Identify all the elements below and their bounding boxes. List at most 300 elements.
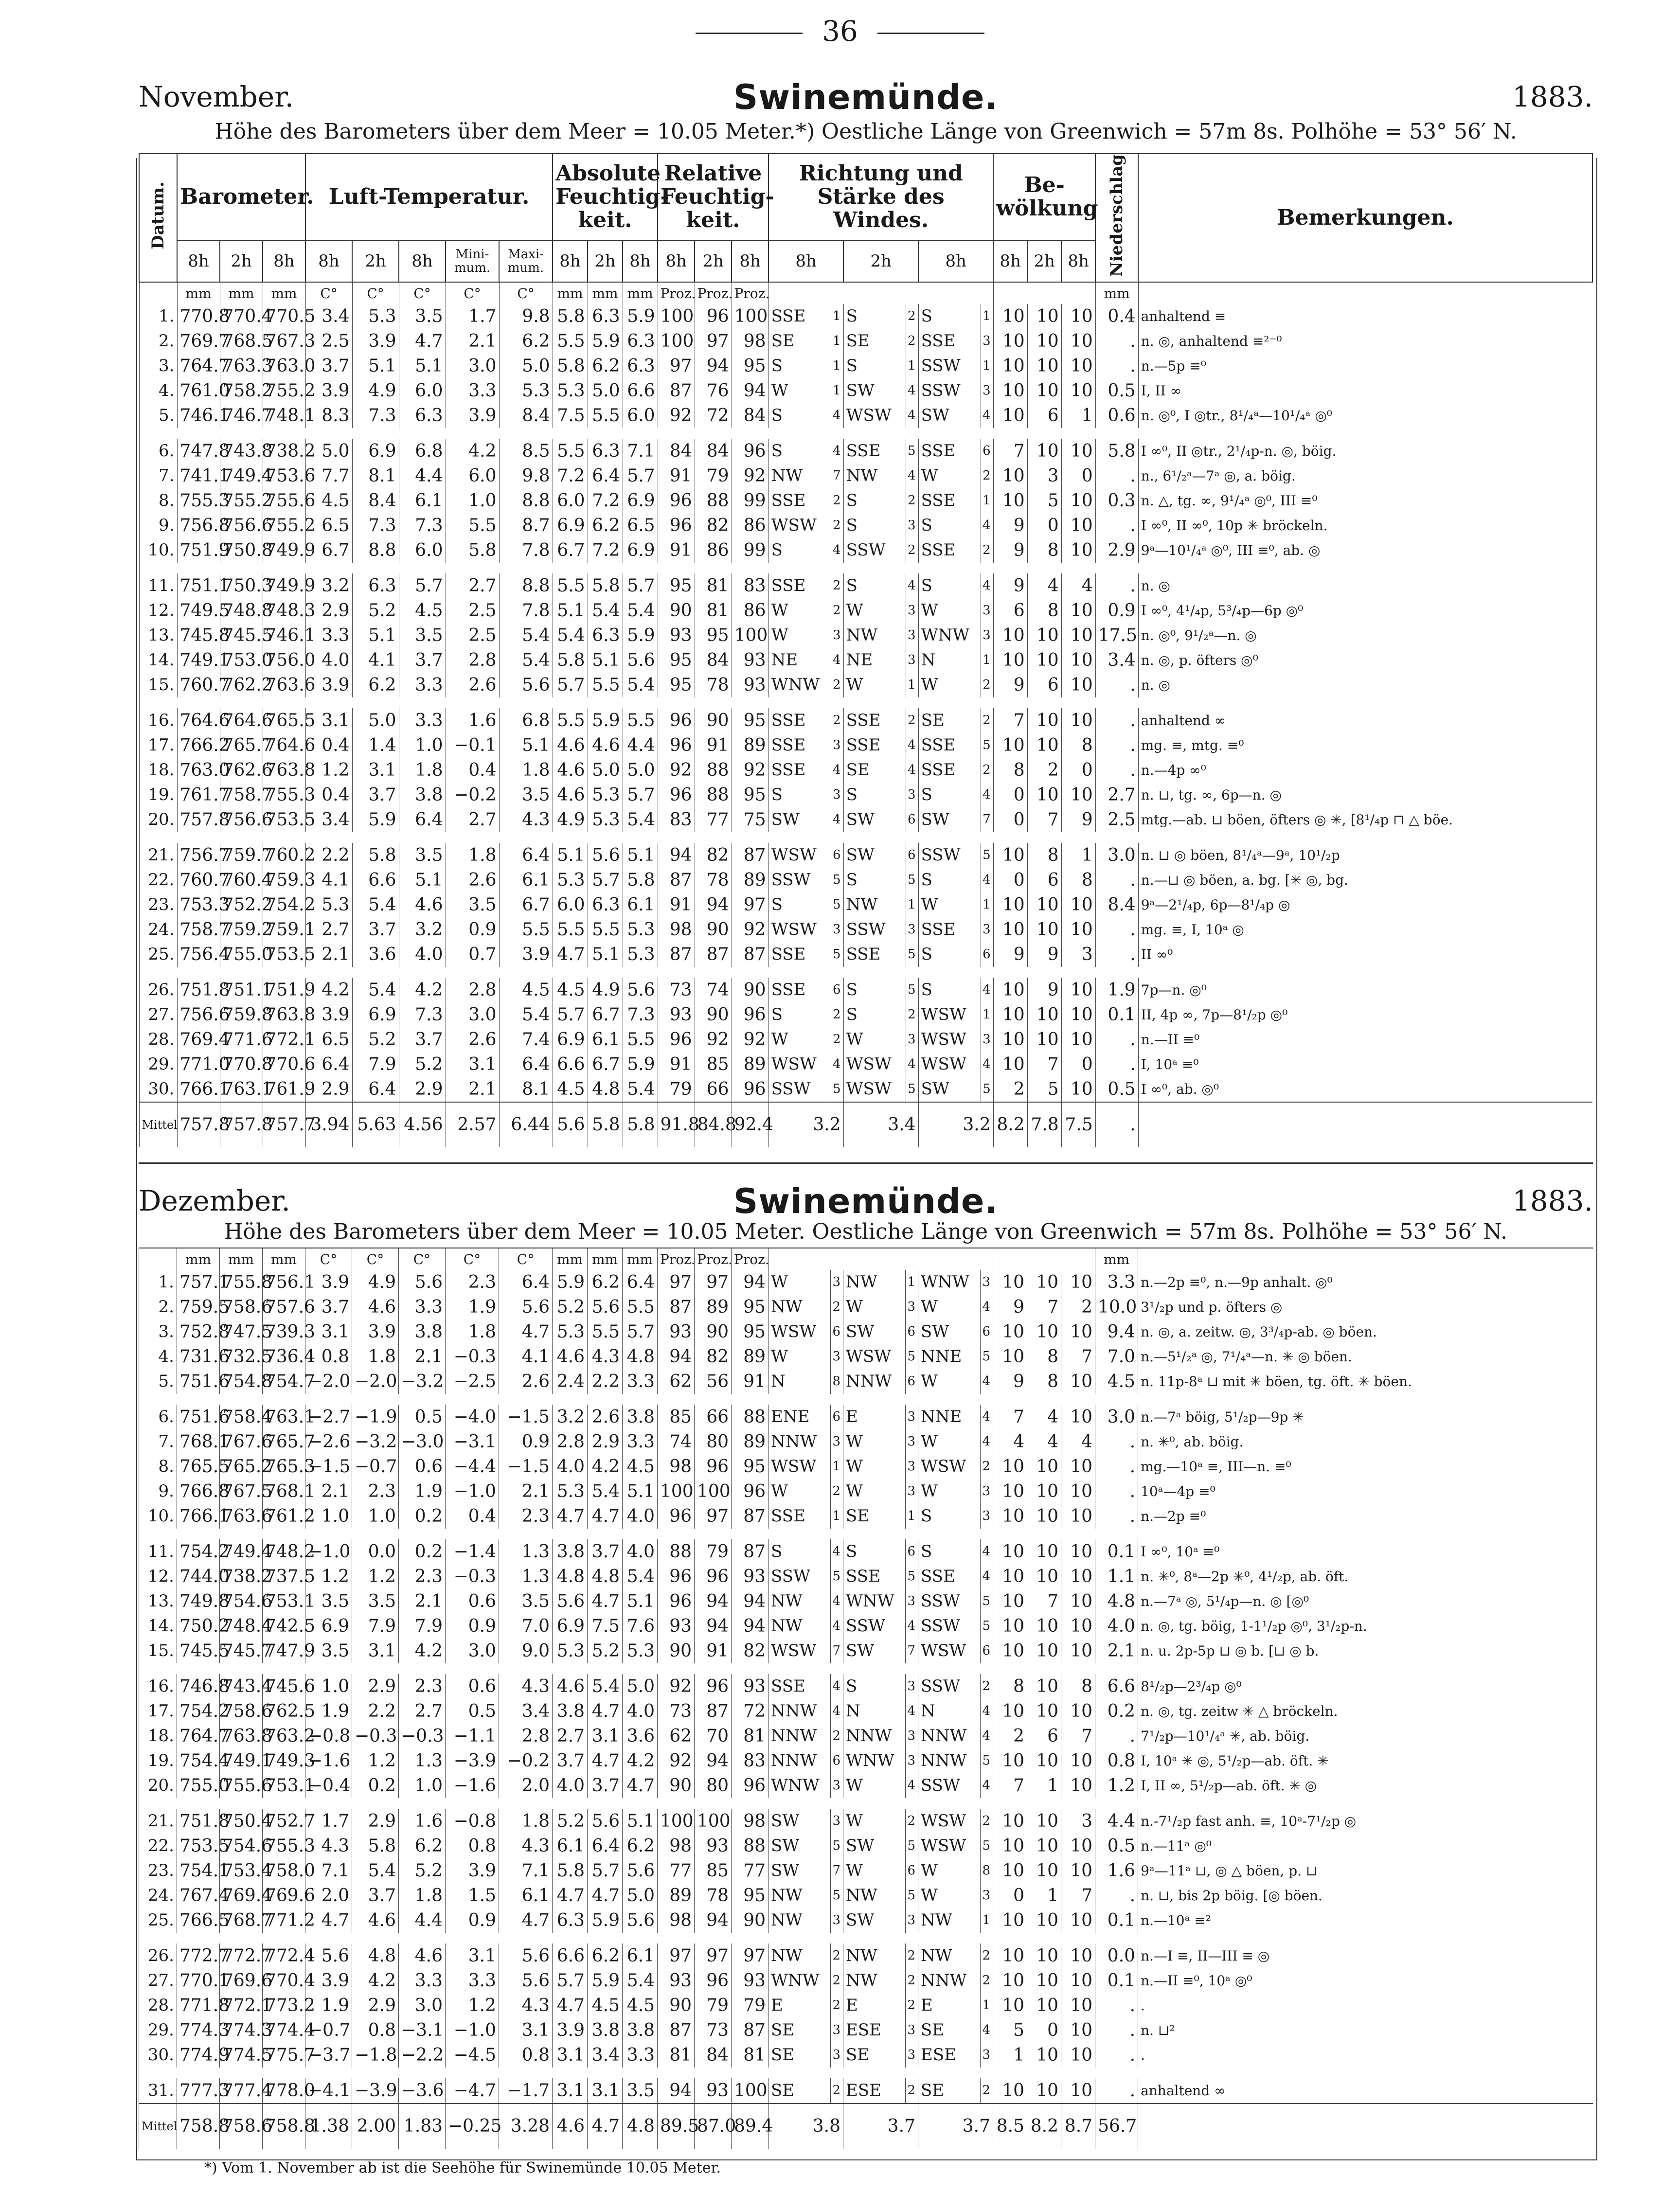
cell-baro-8h-abend: 753.5: [263, 807, 305, 832]
cell-temp-max: 5.3: [499, 378, 553, 403]
row-spacer: [139, 832, 1592, 843]
cell-bemerkung: n. u. 2p-5p ⊔ ◎ b. [⊔ ◎ b.: [1138, 1639, 1593, 1663]
cell-rel-8h: 96: [658, 1504, 695, 1529]
cell-wind-dir-8h: W: [769, 1027, 831, 1052]
cell-rel-8h-abend: 95: [732, 1883, 769, 1908]
cell-rel-8h: 92: [658, 1674, 695, 1699]
cell-temp-8h: 2.2: [305, 843, 352, 868]
cell-bemerkung: 9ᵃ—11ᵃ ⊔, ◎ △ böen, p. ⊔: [1138, 1858, 1593, 1883]
cell-temp-8h: 1.2: [305, 1564, 352, 1589]
spacer-cell: [139, 1933, 1593, 1944]
month-name: November.: [139, 80, 294, 113]
cell-rel-8h: 94: [658, 1344, 695, 1369]
mean-value: 56.7: [1095, 2104, 1138, 2149]
cell-wind-force-8h-abend: 1: [981, 648, 993, 673]
cell-niederschlag: .: [1095, 1993, 1138, 2018]
cell-abs-2h: 4.3: [588, 1344, 623, 1369]
dezember-table: [139, 1248, 1593, 2149]
cell-rel-2h: 76: [695, 378, 732, 403]
cell-baro-8h-abend: 753.1: [263, 1589, 305, 1614]
cell-rel-8h: 100: [658, 304, 695, 329]
cell-datum: 21.: [139, 1809, 177, 1834]
sub-2h: 2h: [1027, 240, 1061, 283]
cell-baro-8h-abend: 749.3: [263, 1748, 305, 1773]
table-row: [139, 868, 1592, 892]
cell-abs-8h-abend: 4.0: [623, 1699, 658, 1724]
mean-value: 2.00: [352, 2104, 399, 2149]
cell-wind-force-2h: 5: [906, 942, 918, 967]
cell-baro-8h-abend: 755.2: [263, 513, 305, 538]
cell-temp-8h-abend: 2.1: [399, 1589, 446, 1614]
cell-wind-force-8h-abend: 1: [981, 488, 993, 513]
cell-temp-8h-abend: 3.3: [399, 673, 446, 697]
cell-wind-dir-8h: NNW: [769, 1429, 831, 1454]
cell-wind-dir-8h-abend: SSW: [918, 354, 981, 378]
cell-wind-dir-2h: S: [843, 304, 906, 329]
cell-rel-8h-abend: 93: [732, 1968, 769, 1993]
cell-cloud-8h-abend: 10: [1061, 1993, 1095, 2018]
cell-bemerkung: .: [1138, 2043, 1593, 2068]
cell-wind-force-8h: 4: [831, 1699, 843, 1724]
table-row: [139, 1968, 1593, 1993]
cell-temp-max: 1.3: [499, 1539, 553, 1564]
cell-rel-2h: 87: [695, 1699, 732, 1724]
cell-baro-2h: 765.2: [220, 1454, 263, 1479]
cell-abs-8h: 5.7: [553, 1002, 588, 1027]
cell-wind-dir-2h: WSW: [843, 1077, 906, 1102]
cell-temp-max: 0.8: [499, 2043, 553, 2068]
cell-baro-8h-abend: 761.2: [263, 1504, 305, 1529]
cell-temp-min: −0.3: [446, 1344, 499, 1369]
cell-baro-8h-abend: 755.2: [263, 378, 305, 403]
cell-wind-dir-2h: SW: [843, 1834, 906, 1858]
cell-temp-max: 8.1: [499, 1077, 553, 1102]
cell-niederschlag: .: [1095, 708, 1138, 733]
cell-wind-force-2h: 5: [906, 1344, 918, 1369]
cell-wind-force-8h-abend: 2: [981, 2078, 993, 2104]
cell-abs-8h-abend: 5.7: [623, 464, 658, 488]
cell-abs-8h-abend: 3.3: [623, 2043, 658, 2068]
cell-wind-force-2h: 1: [906, 673, 918, 697]
cell-niederschlag: 0.1: [1095, 1968, 1138, 1993]
cell-abs-8h-abend: 7.1: [623, 439, 658, 464]
cell-bemerkung: n. ⊔, tg. ∞, 6p—n. ◎: [1138, 783, 1592, 807]
cell-rel-2h: 96: [695, 1674, 732, 1699]
cell-rel-8h-abend: 89: [732, 1429, 769, 1454]
station-info: Höhe des Barometers über dem Meer = 10.05 Meter. Oestliche Länge von Greenwich = 57m 8s. Polhöhe = 53° 56′ N.: [224, 1219, 1508, 1244]
cell-temp-max: 8.5: [499, 439, 553, 464]
cell-wind-dir-8h: NNW: [769, 1748, 831, 1773]
cell-baro-8h-abend: 778.0: [263, 2078, 305, 2104]
cell-wind-force-8h: 1: [831, 378, 843, 403]
cell-temp-8h: −0.7: [305, 2018, 352, 2043]
cell-cloud-2h: 8: [1027, 1369, 1061, 1394]
cell-abs-8h: 5.5: [553, 917, 588, 942]
cell-cloud-8h: 10: [993, 1993, 1027, 2018]
cell-wind-dir-2h: WNW: [843, 1748, 906, 1773]
cell-bemerkung: anhaltend ∞: [1138, 2078, 1593, 2104]
cell-wind-dir-8h: SSW: [769, 1077, 831, 1102]
cell-temp-2h: −0.3: [352, 1724, 399, 1748]
cell-temp-8h-abend: 5.2: [399, 1052, 446, 1077]
sub-8h: 8h: [993, 240, 1027, 283]
spacer-cell: [139, 697, 1592, 708]
cell-rel-8h: 87: [658, 868, 695, 892]
row-spacer: [139, 697, 1592, 708]
cell-wind-dir-2h: SE: [843, 329, 906, 354]
cell-wind-dir-8h: SSE: [769, 304, 831, 329]
cell-abs-2h: 5.9: [588, 1968, 623, 1993]
mean-value: 5.6: [553, 1102, 588, 1147]
cell-baro-2h: 755.2: [220, 488, 263, 513]
cell-cloud-8h: 10: [993, 1614, 1027, 1639]
cell-abs-2h: 5.6: [588, 1809, 623, 1834]
cell-wind-force-8h-abend: 4: [981, 1564, 993, 1589]
cell-cloud-8h-abend: 10: [1061, 1748, 1095, 1773]
cell-wind-dir-8h-abend: ESE: [918, 2043, 981, 2068]
cell-wind-force-8h-abend: 3: [981, 917, 993, 942]
cell-rel-8h-abend: 92: [732, 464, 769, 488]
cell-rel-8h-abend: 92: [732, 1027, 769, 1052]
cell-rel-8h: 98: [658, 917, 695, 942]
rule-left: [696, 33, 803, 34]
cell-rel-8h: 97: [658, 1944, 695, 1968]
cell-wind-force-8h: 3: [831, 1908, 843, 1933]
cell-temp-min: 2.8: [446, 978, 499, 1002]
cell-wind-dir-8h-abend: SSW: [918, 1674, 981, 1699]
cell-niederschlag: 9.4: [1095, 1319, 1138, 1344]
cell-bemerkung: n. ◎, tg. zeitw ✳ △ bröckeln.: [1138, 1699, 1593, 1724]
cell-wind-force-8h: 1: [831, 354, 843, 378]
cell-baro-8h-abend: 752.7: [263, 1809, 305, 1834]
cell-baro-8h: 771.8: [177, 1993, 220, 2018]
cell-wind-dir-8h-abend: W: [918, 892, 981, 917]
cell-baro-8h: 769.7: [177, 329, 220, 354]
cell-wind-force-8h-abend: 3: [981, 1883, 993, 1908]
cell-rel-2h: 66: [695, 1077, 732, 1102]
cell-wind-dir-2h: SW: [843, 1639, 906, 1663]
cell-wind-dir-2h: W: [843, 1429, 906, 1454]
cell-wind-dir-2h: SW: [843, 1908, 906, 1933]
cell-temp-min: 0.9: [446, 1614, 499, 1639]
cell-cloud-8h: 7: [993, 1773, 1027, 1798]
cell-baro-2h: 769.4: [220, 1883, 263, 1908]
cell-temp-8h-abend: 6.8: [399, 439, 446, 464]
cell-rel-8h: 81: [658, 2043, 695, 2068]
cell-niederschlag: 3.0: [1095, 1405, 1138, 1429]
cell-temp-8h-abend: 6.1: [399, 488, 446, 513]
cell-wind-force-2h: 6: [906, 1319, 918, 1344]
cell-wind-force-8h-abend: 5: [981, 733, 993, 758]
cell-abs-8h-abend: 6.3: [623, 354, 658, 378]
cell-wind-force-8h-abend: 2: [981, 1809, 993, 1834]
cell-cloud-8h: 10: [993, 843, 1027, 868]
cell-temp-2h: 6.4: [352, 1077, 399, 1102]
cell-wind-force-8h: 2: [831, 513, 843, 538]
cell-cloud-8h-abend: 8: [1061, 868, 1095, 892]
cell-datum: 8.: [139, 1454, 177, 1479]
cell-datum: 16.: [139, 1674, 177, 1699]
cell-rel-8h: 100: [658, 1479, 695, 1504]
cell-rel-8h: 96: [658, 488, 695, 513]
cell-rel-8h-abend: 93: [732, 1564, 769, 1589]
cell-wind-force-8h: 4: [831, 439, 843, 464]
cell-baro-8h: 765.5: [177, 1454, 220, 1479]
header-wind: Richtung und Stärke des Windes.: [769, 154, 993, 240]
cell-bemerkung: I ∞⁰, II ◎tr., 2¹/₄p-n. ◎, böig.: [1138, 439, 1592, 464]
cell-bemerkung: n.—II ≡⁰, 10ᵃ ◎⁰: [1138, 1968, 1593, 1993]
cell-temp-2h: 5.9: [352, 807, 399, 832]
cell-abs-2h: 5.9: [588, 329, 623, 354]
mean-label: Mittel: [139, 1102, 177, 1147]
table-row: [139, 513, 1592, 538]
cell-wind-force-2h: 3: [906, 1724, 918, 1748]
cell-cloud-8h-abend: 10: [1061, 513, 1095, 538]
cell-abs-8h-abend: 6.4: [623, 1270, 658, 1295]
cell-temp-2h: 3.5: [352, 1589, 399, 1614]
cell-rel-2h: 95: [695, 623, 732, 648]
cell-rel-2h: 80: [695, 1429, 732, 1454]
cell-temp-8h-abend: 7.9: [399, 1614, 446, 1639]
sub-8h: 8h: [177, 240, 220, 283]
cell-cloud-2h: 10: [1027, 1479, 1061, 1504]
cell-temp-8h: −1.0: [305, 1539, 352, 1564]
cell-abs-2h: 5.2: [588, 1639, 623, 1663]
cell-wind-force-8h: 3: [831, 783, 843, 807]
cell-wind-force-8h-abend: 1: [981, 304, 993, 329]
sub-8h: 8h: [399, 240, 446, 283]
cell-rel-8h-abend: 99: [732, 538, 769, 563]
cell-wind-force-8h-abend: 4: [981, 1295, 993, 1319]
cell-abs-8h: 4.0: [553, 1454, 588, 1479]
cell-wind-force-8h: 6: [831, 1319, 843, 1344]
table-row: [139, 1539, 1593, 1564]
cell-wind-dir-8h-abend: WSW: [918, 1052, 981, 1077]
cell-rel-2h: 96: [695, 1454, 732, 1479]
table-row: [139, 329, 1592, 354]
cell-temp-8h: 0.4: [305, 783, 352, 807]
row-spacer: [139, 1663, 1593, 1674]
cell-abs-2h: 5.9: [588, 1908, 623, 1933]
cell-temp-8h: 5.6: [305, 1944, 352, 1968]
cell-wind-dir-8h-abend: NNW: [918, 1748, 981, 1773]
cell-datum: 27.: [139, 1968, 177, 1993]
cell-baro-2h: 763.1: [220, 1077, 263, 1102]
cell-baro-8h: 768.1: [177, 1429, 220, 1454]
cell-baro-2h: 762.6: [220, 758, 263, 783]
cell-wind-force-8h: 6: [831, 978, 843, 1002]
cell-temp-max: 4.1: [499, 1344, 553, 1369]
cell-temp-2h: 3.7: [352, 783, 399, 807]
cell-abs-8h: 6.0: [553, 488, 588, 513]
cell-baro-8h-abend: 755.6: [263, 488, 305, 513]
cell-temp-2h: 2.9: [352, 1674, 399, 1699]
cell-temp-8h: −1.6: [305, 1748, 352, 1773]
cell-bemerkung: 9ᵃ—10¹/₄ᵃ ◎⁰, III ≡⁰, ab. ◎: [1138, 538, 1592, 563]
cell-abs-2h: 5.4: [588, 598, 623, 623]
cell-wind-dir-8h: SSE: [769, 942, 831, 967]
cell-rel-8h-abend: 82: [732, 1639, 769, 1663]
table-row: [139, 1429, 1593, 1454]
cell-niederschlag: 1.2: [1095, 1773, 1138, 1798]
cell-rel-2h: 88: [695, 758, 732, 783]
mean-value: 89.4: [732, 2104, 769, 2149]
table-row: [139, 843, 1592, 868]
cell-cloud-8h: 10: [993, 1564, 1027, 1589]
cell-cloud-8h: 9: [993, 1295, 1027, 1319]
cell-temp-min: 0.9: [446, 1908, 499, 1933]
cell-rel-8h: 93: [658, 1614, 695, 1639]
cell-bemerkung: 3¹/₂p und p. öfters ◎: [1138, 1295, 1593, 1319]
cell-temp-8h-abend: 2.3: [399, 1674, 446, 1699]
cell-temp-2h: −3.9: [352, 2078, 399, 2104]
cell-temp-8h-abend: 4.5: [399, 598, 446, 623]
cell-wind-force-8h-abend: 2: [981, 464, 993, 488]
cell-temp-min: 2.5: [446, 598, 499, 623]
cell-abs-2h: 5.0: [588, 378, 623, 403]
cell-abs-2h: 2.6: [588, 1405, 623, 1429]
cell-wind-dir-8h: E: [769, 1993, 831, 2018]
cell-wind-dir-2h: SW: [843, 807, 906, 832]
row-spacer: [139, 2068, 1593, 2078]
cell-bemerkung: anhaltend ∞: [1138, 708, 1592, 733]
cell-cloud-8h-abend: 2: [1061, 1295, 1095, 1319]
cell-temp-8h-abend: 4.2: [399, 978, 446, 1002]
cell-rel-8h-abend: 92: [732, 917, 769, 942]
cell-niederschlag: .: [1095, 1504, 1138, 1529]
cell-temp-8h-abend: 4.2: [399, 1639, 446, 1663]
cell-abs-2h: 5.5: [588, 403, 623, 428]
cell-wind-dir-8h: SSE: [769, 708, 831, 733]
cell-temp-2h: 8.8: [352, 538, 399, 563]
cell-abs-8h: 4.5: [553, 978, 588, 1002]
cell-abs-8h-abend: 5.1: [623, 843, 658, 868]
cell-wind-force-2h: 3: [906, 783, 918, 807]
cell-temp-8h-abend: −3.0: [399, 1429, 446, 1454]
cell-abs-8h: 6.9: [553, 513, 588, 538]
cell-niederschlag: 0.0: [1095, 1944, 1138, 1968]
cell-wind-force-2h: 3: [906, 1589, 918, 1614]
cell-datum: 5.: [139, 1369, 177, 1394]
cell-abs-8h-abend: 5.7: [623, 573, 658, 598]
cell-cloud-8h: 9: [993, 1369, 1027, 1394]
cell-cloud-8h: 0: [993, 783, 1027, 807]
cell-abs-8h: 7.5: [553, 403, 588, 428]
cell-bemerkung: n. ⊔²: [1138, 2018, 1593, 2043]
cell-rel-8h: 73: [658, 1699, 695, 1724]
cell-baro-8h: 760.7: [177, 673, 220, 697]
cell-rel-2h: 97: [695, 1504, 732, 1529]
cell-datum: 10.: [139, 1504, 177, 1529]
cell-wind-dir-2h: ESE: [843, 2078, 906, 2104]
table-row: [139, 1614, 1593, 1639]
cell-niederschlag: 0.1: [1095, 1539, 1138, 1564]
cell-wind-dir-8h: WSW: [769, 917, 831, 942]
cell-rel-2h: 66: [695, 1405, 732, 1429]
cell-temp-min: 6.0: [446, 464, 499, 488]
cell-cloud-2h: 7: [1027, 1052, 1061, 1077]
cell-cloud-2h: 10: [1027, 1002, 1061, 1027]
cell-abs-8h: 5.3: [553, 1639, 588, 1663]
cell-rel-8h-abend: 93: [732, 1674, 769, 1699]
cell-wind-dir-8h: NW: [769, 464, 831, 488]
cell-temp-2h: 8.1: [352, 464, 399, 488]
cell-wind-force-8h-abend: 3: [981, 1504, 993, 1529]
cell-cloud-8h: 10: [993, 1858, 1027, 1883]
cell-abs-2h: 6.2: [588, 1944, 623, 1968]
cell-niederschlag: 3.4: [1095, 648, 1138, 673]
cell-cloud-8h-abend: 10: [1061, 708, 1095, 733]
cell-cloud-2h: 10: [1027, 892, 1061, 917]
cell-wind-force-8h-abend: 2: [981, 758, 993, 783]
cell-cloud-8h: 10: [993, 1834, 1027, 1858]
mean-remark: [1138, 1102, 1592, 1147]
cell-rel-8h: 94: [658, 843, 695, 868]
station-name: Swinemünde.: [733, 77, 999, 117]
cell-baro-8h: 751.6: [177, 1369, 220, 1394]
dezember-rows: [139, 1270, 1593, 2149]
cell-wind-force-8h: 2: [831, 1968, 843, 1993]
cell-wind-force-8h-abend: 4: [981, 513, 993, 538]
cell-abs-2h: 2.9: [588, 1429, 623, 1454]
cell-abs-8h: 5.3: [553, 1479, 588, 1504]
cell-cloud-8h-abend: 9: [1061, 807, 1095, 832]
cell-temp-2h: 7.3: [352, 513, 399, 538]
cell-niederschlag: 0.4: [1095, 304, 1138, 329]
cell-temp-8h-abend: 4.4: [399, 464, 446, 488]
cell-wind-dir-8h: SW: [769, 1858, 831, 1883]
cell-wind-force-8h: 4: [831, 648, 843, 673]
cell-datum: 28.: [139, 1027, 177, 1052]
cell-temp-max: 3.5: [499, 1589, 553, 1614]
cell-wind-force-2h: 1: [906, 354, 918, 378]
cell-abs-8h-abend: 5.4: [623, 1564, 658, 1589]
cell-wind-force-8h-abend: 2: [981, 1944, 993, 1968]
cell-wind-dir-2h: S: [843, 513, 906, 538]
cell-wind-dir-8h-abend: SSE: [918, 538, 981, 563]
cell-baro-8h-abend: 753.1: [263, 1773, 305, 1798]
cell-abs-2h: 6.2: [588, 1270, 623, 1295]
cell-wind-dir-8h-abend: WSW: [918, 1639, 981, 1663]
cell-temp-8h-abend: 6.0: [399, 378, 446, 403]
cell-abs-8h-abend: 5.3: [623, 917, 658, 942]
cell-niederschlag: .: [1095, 1027, 1138, 1052]
mean-value: 3.28: [499, 2104, 553, 2149]
cell-wind-dir-8h-abend: WSW: [918, 1834, 981, 1858]
cell-rel-2h: 81: [695, 598, 732, 623]
table-row: [139, 1369, 1593, 1394]
cell-temp-min: 0.7: [446, 942, 499, 967]
cell-temp-max: 6.4: [499, 843, 553, 868]
cell-temp-8h: 8.3: [305, 403, 352, 428]
cell-temp-2h: 6.9: [352, 439, 399, 464]
cell-wind-force-8h: 1: [831, 304, 843, 329]
cell-abs-8h: 4.7: [553, 1993, 588, 2018]
cell-datum: 2.: [139, 329, 177, 354]
cell-baro-2h: 765.7: [220, 733, 263, 758]
cell-wind-dir-2h: SSE: [843, 439, 906, 464]
cell-abs-8h: 4.8: [553, 1564, 588, 1589]
cell-cloud-8h-abend: 10: [1061, 329, 1095, 354]
cell-temp-2h: 4.9: [352, 1270, 399, 1295]
cell-rel-8h: 79: [658, 1077, 695, 1102]
cell-abs-8h: 2.8: [553, 1429, 588, 1454]
cell-rel-8h-abend: 92: [732, 758, 769, 783]
cell-wind-dir-2h: S: [843, 783, 906, 807]
cell-temp-max: −1.5: [499, 1454, 553, 1479]
cell-temp-max: 2.0: [499, 1773, 553, 1798]
cell-baro-2h: 758.6: [220, 1699, 263, 1724]
